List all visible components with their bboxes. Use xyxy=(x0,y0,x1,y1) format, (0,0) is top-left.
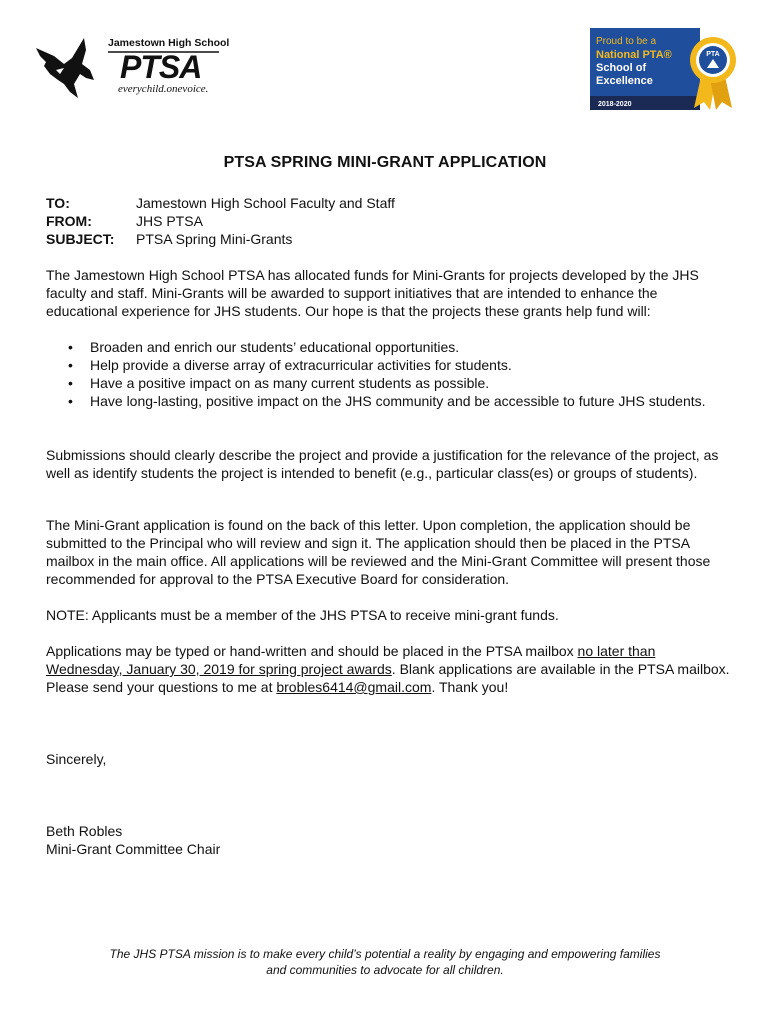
bullet-icon: • xyxy=(68,339,73,355)
application-paragraph: The Mini-Grant application is found on the back of this letter. Upon completion, the application should be submitted to the Principal who will review and sign it. The application should then be placed in the PTSA mailbox in the main office. All applications will be reviewed and the Mini-Grant Committee will present those recommended for approval to the PTSA Executive Board for consideration. xyxy=(46,517,711,587)
eagle-icon xyxy=(36,38,94,98)
school-name: Jamestown High School xyxy=(108,37,229,49)
submissions-paragraph: Submissions should clearly describe the project and provide a justification for the relevance of the project, as well as identify students the project is intended to benefit (e.g., particular class(es) or groups of students). xyxy=(46,447,719,481)
badge-line2: National PTA® xyxy=(596,49,672,61)
memo-from-row xyxy=(46,212,395,230)
intro-paragraph: The Jamestown High School PTSA has allocated funds for Mini-Grants for projects developed by the JHS faculty and staff. Mini-Grants will be awarded to support initiatives that are intended to enhance the educational experience for JHS students. Our hope is that the projects these grants help fund will: xyxy=(46,267,699,319)
jhs-ptsa-logo xyxy=(34,34,229,104)
memo-subject-value: PTSA Spring Mini-Grants xyxy=(136,231,293,247)
award-seal-icon xyxy=(690,37,736,110)
memo-from-value: JHS PTSA xyxy=(136,213,203,229)
memo-from-label: FROM: xyxy=(46,213,92,229)
bullet-icon: • xyxy=(68,375,73,391)
deadline-text-3: . Thank you! xyxy=(431,679,509,695)
email-link[interactable]: brobles6414@gmail.com xyxy=(276,679,432,695)
deadline-paragraph xyxy=(46,642,730,696)
memo-to-row xyxy=(46,194,395,212)
list-item-text: Have a positive impact on as many current students as possible. xyxy=(90,375,490,391)
list-item xyxy=(46,338,730,356)
letter-title: PTSA SPRING MINI-GRANT APPLICATION xyxy=(223,154,547,171)
footer-line-2: and communities to advocate for all children. xyxy=(266,963,504,977)
badge-line1: Proud to be a xyxy=(596,36,657,47)
ptsa-wordmark: PTSA xyxy=(120,49,202,85)
badge-years: 2018-2020 xyxy=(598,101,632,108)
goals-list xyxy=(46,338,730,410)
signature-block xyxy=(46,822,220,858)
deadline-date: no later than Wednesday, January 30, 2019 for spring project awards xyxy=(46,643,656,677)
memo-block xyxy=(46,194,395,248)
note-paragraph: NOTE: Applicants must be a member of the JHS PTSA to receive mini-grant funds. xyxy=(46,607,559,623)
memo-to-value: Jamestown High School Faculty and Staff xyxy=(136,195,395,211)
mission-footer xyxy=(0,946,770,978)
list-item-text: Have long-lasting, positive impact on the JHS community and be accessible to future JHS students. xyxy=(90,393,706,409)
badge-line4: Excellence xyxy=(596,75,653,87)
memo-to-label: TO: xyxy=(46,195,70,211)
deadline-text: Applications may be typed or hand-written and should be placed in the PTSA mailbox xyxy=(46,643,578,659)
list-item-text: Help provide a diverse array of extracurricular activities for students. xyxy=(90,357,512,373)
signer-title: Mini-Grant Committee Chair xyxy=(46,841,221,857)
signer-name: Beth Robles xyxy=(46,823,123,839)
tagline: everychild.onevoice. xyxy=(118,83,209,95)
seal-text: PTA xyxy=(706,51,720,58)
bullet-icon: • xyxy=(68,357,73,373)
list-item-text: Broaden and enrich our students’ educational opportunities. xyxy=(90,339,460,355)
badge-line3: School of xyxy=(596,62,647,74)
bullet-icon: • xyxy=(68,393,73,409)
list-item xyxy=(46,374,730,392)
list-item xyxy=(46,356,730,374)
memo-subject-label: SUBJECT: xyxy=(46,231,115,247)
letterhead xyxy=(0,0,770,130)
footer-line-1: The JHS PTSA mission is to make every child’s potential a reality by engaging and empowering families xyxy=(109,947,661,961)
list-item xyxy=(46,392,730,410)
closing: Sincerely, xyxy=(46,751,107,767)
national-pta-badge xyxy=(590,28,738,110)
memo-subject-row xyxy=(46,230,395,248)
deadline-text-2: . Blank applications are available in the PTSA mailbox. Please send your questions to me at xyxy=(46,661,730,695)
